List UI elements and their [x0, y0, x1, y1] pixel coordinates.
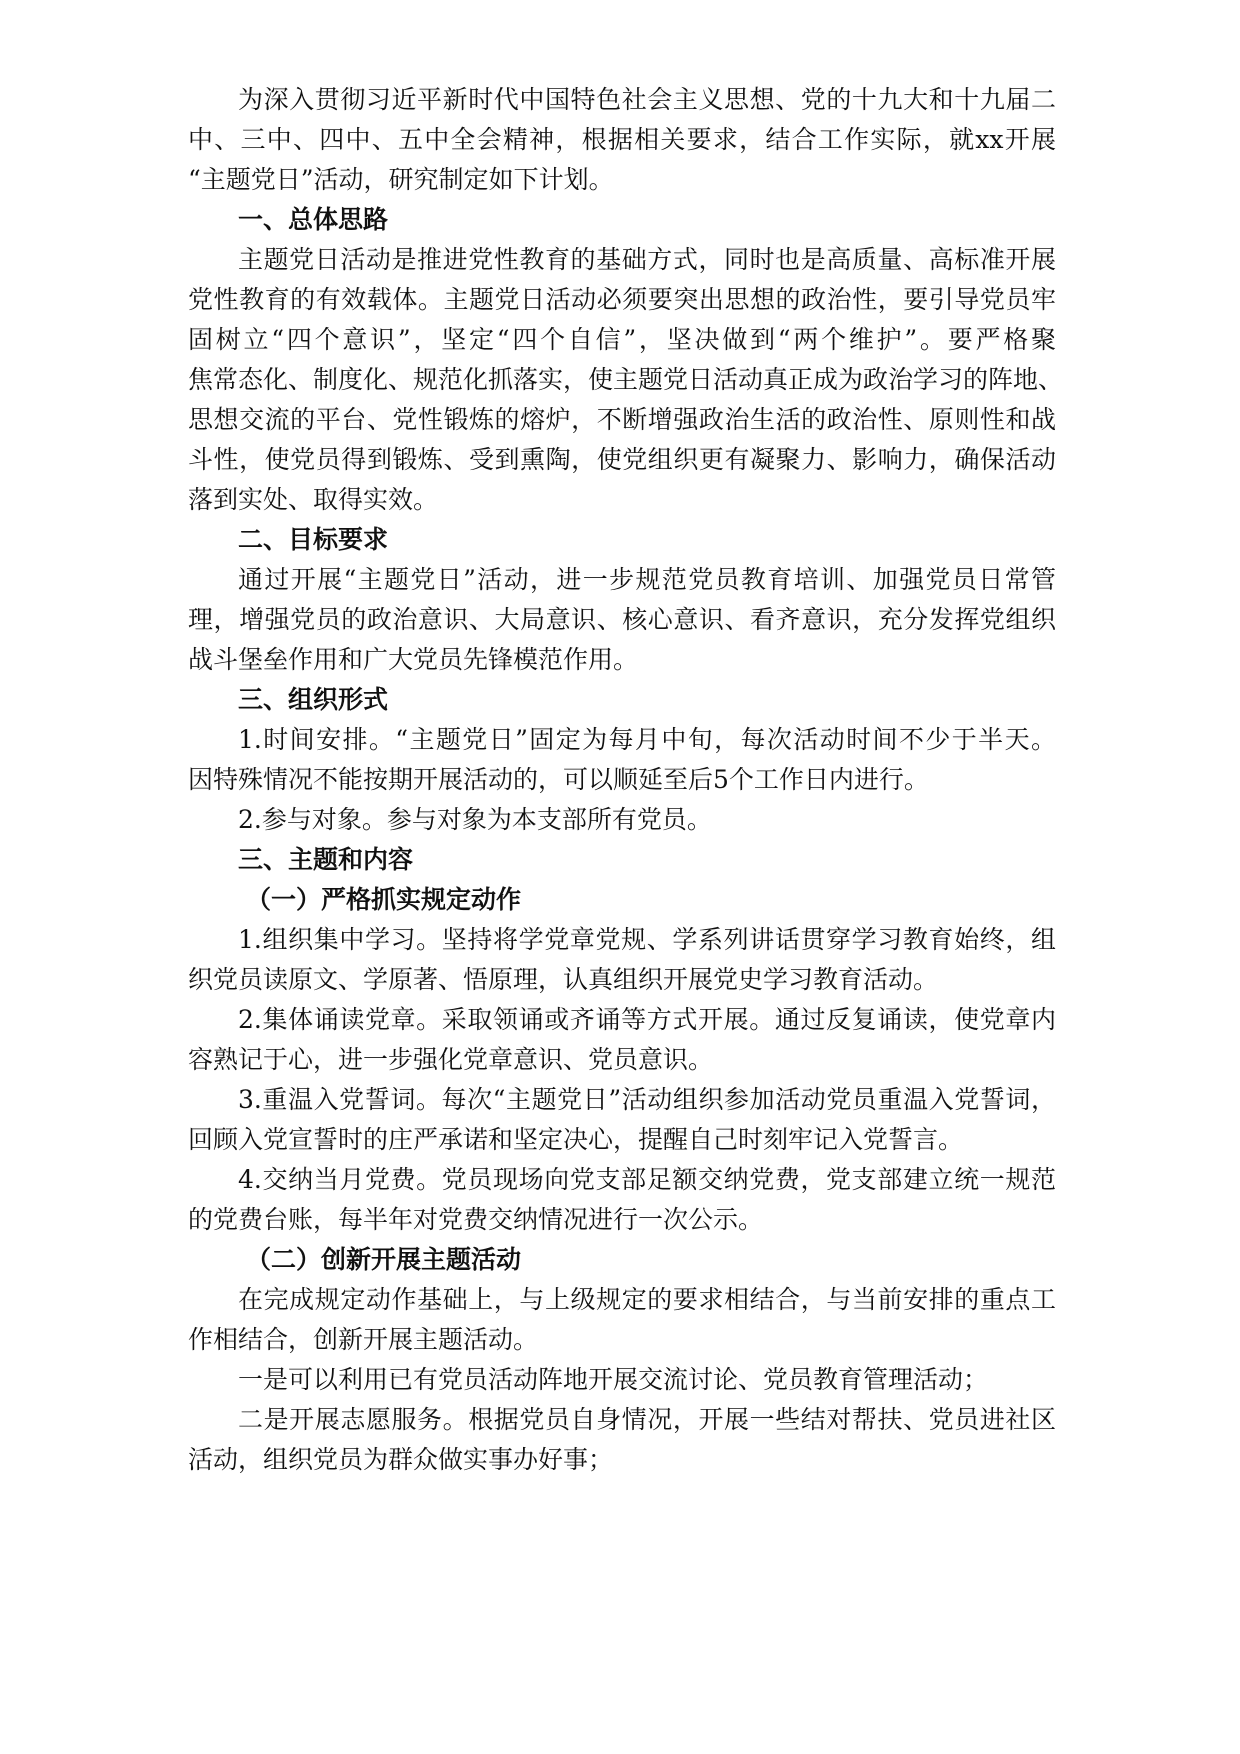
paragraph-line: 固树立“四个意识”，坚定“四个自信”，坚决做到“两个维护”。要严格聚	[188, 325, 1056, 354]
paragraph-line: 一是可以利用已有党员活动阵地开展交流讨论、党员教育管理活动；	[238, 1365, 989, 1394]
paragraph-line: 焦常态化、制度化、规范化抓落实，使主题党日活动真正成为政治学习的阵地、	[188, 365, 1064, 394]
paragraph-line: 党性教育的有效载体。主题党日活动必须要突出思想的政治性，要引导党员牢	[188, 285, 1056, 314]
intro-line: “主题党日”活动，研究制定如下计划。	[188, 165, 614, 194]
paragraph-line: 斗性，使党员得到锻炼、受到熏陶，使党组织更有凝聚力、影响力，确保活动	[188, 445, 1056, 474]
section-heading-goals: 二、目标要求	[238, 525, 389, 554]
paragraph-line: 容熟记于心，进一步强化党章意识、党员意识。	[188, 1045, 714, 1074]
paragraph-line: 织党员读原文、学原著、悟原理，认真组织开展党史学习教育活动。	[188, 965, 939, 994]
section-heading-overall-approach: 一、总体思路	[238, 205, 389, 234]
subsection-heading-required-actions: （一）严格抓实规定动作	[246, 885, 522, 914]
paragraph-line: 理，增强党员的政治意识、大局意识、核心意识、看齐意识，充分发挥党组织	[188, 605, 1056, 634]
intro-line: 为深入贯彻习近平新时代中国特色社会主义思想、党的十九大和十九届二	[238, 85, 1056, 114]
paragraph-line: 战斗堡垒作用和广大党员先锋模范作用。	[188, 645, 639, 674]
paragraph-line: 在完成规定动作基础上，与上级规定的要求相结合，与当前安排的重点工	[238, 1285, 1056, 1314]
paragraph-line: 4.交纳当月党费。党员现场向党支部足额交纳党费，党支部建立统一规范	[238, 1165, 1056, 1194]
section-heading-organization: 三、组织形式	[238, 685, 389, 714]
paragraph-line: 活动，组织党员为群众做实事办好事；	[188, 1445, 614, 1474]
paragraph-line: 因特殊情况不能按期开展活动的，可以顺延至后5个工作日内进行。	[188, 765, 929, 794]
paragraph-line: 2.参与对象。参与对象为本支部所有党员。	[238, 805, 712, 834]
subsection-heading-innovative-activities: （二）创新开展主题活动	[246, 1245, 522, 1274]
paragraph-line: 回顾入党宣誓时的庄严承诺和坚定决心，提醒自己时刻牢记入党誓言。	[188, 1125, 964, 1154]
paragraph-line: 落到实处、取得实效。	[188, 485, 439, 514]
paragraph-line: 主题党日活动是推进党性教育的基础方式，同时也是高质量、高标准开展	[238, 245, 1056, 274]
paragraph-line: 通过开展“主题党日”活动，进一步规范党员教育培训、加强党员日常管	[238, 565, 1056, 594]
intro-line: 中、三中、四中、五中全会精神，根据相关要求，结合工作实际，就xx开展	[188, 125, 1056, 154]
paragraph-line: 1.时间安排。“主题党日”固定为每月中旬，每次活动时间不少于半天。	[238, 725, 1056, 754]
paragraph-line: 2.集体诵读党章。采取领诵或齐诵等方式开展。通过反复诵读，使党章内	[238, 1005, 1056, 1034]
paragraph-line: 思想交流的平台、党性锻炼的熔炉，不断增强政治生活的政治性、原则性和战	[188, 405, 1056, 434]
paragraph-line: 的党费台账，每半年对党费交纳情况进行一次公示。	[188, 1205, 764, 1234]
paragraph-line: 3.重温入党誓词。每次“主题党日”活动组织参加活动党员重温入党誓词，	[238, 1085, 1056, 1114]
section-heading-themes: 三、主题和内容	[238, 845, 414, 874]
paragraph-line: 1.组织集中学习。坚持将学党章党规、学系列讲话贯穿学习教育始终，组	[238, 925, 1056, 954]
paragraph-line: 作相结合，创新开展主题活动。	[188, 1325, 539, 1354]
paragraph-line: 二是开展志愿服务。根据党员自身情况，开展一些结对帮扶、党员进社区	[238, 1405, 1056, 1434]
